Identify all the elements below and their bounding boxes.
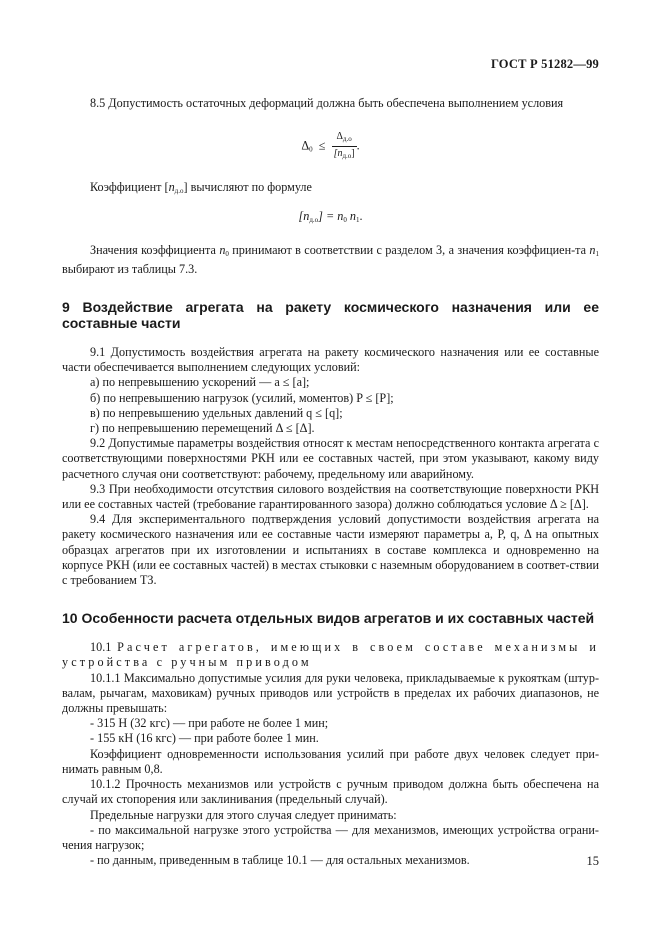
condition-item: б) по непревышению нагрузок (усилий, моментов) P ≤ [P]; [90, 390, 394, 405]
coef-values-s2: 1 [595, 249, 600, 258]
formula2-mid: n [346, 209, 356, 224]
limit-load-item: - по данным, приведенным в таблице 10.1 — для остальных механизмов. [90, 853, 470, 868]
paragraph-9-2: 9.2 Допустимые параметры воздействия относят к местам непосредственного контакта агрегата с соответствующими поверхностями РКН или ее составных частей, при этом указывают, какому виду расчетного случая они соответствуют: рабочему, предельному или аварийному. [62, 436, 599, 481]
page-number: 15 [586, 854, 599, 868]
force-limit-item: - 155 кН (16 кгс) — при работе более 1 мин. [90, 731, 319, 746]
condition-item: в) по непревышению удельных давлений q ≤ [q]; [90, 405, 343, 420]
coef-intro-pre: Коэффициент [ [90, 180, 169, 195]
section-10-heading: 10 Особенности расчета отдельных видов агрегатов и их составных частей [62, 610, 595, 627]
formula1-lhs: Δ [301, 138, 310, 153]
formula-residual-deformation: $\Delta_0$ ≤ $\frac{\Delta_{д.о}}{[n_{д.о}]}$ . [301, 131, 360, 161]
coef-values-t3: выбирают из таблицы 7.3. [62, 261, 198, 276]
limit-load-item: - по максимальной нагрузке этого устройства — для механизмов, имеющих устройства ограни-чения нагрузок; [62, 822, 599, 852]
coef-values-s1: 0 [225, 249, 229, 258]
formula1-den-right: ] [351, 148, 355, 160]
formula-coefficient [62, 209, 599, 228]
paragraph-10-1-title: Расчет агрегатов, имеющих в своем составе механизмы и устройства с ручным приводом [62, 640, 600, 670]
formula2-m1-sub: 0 [343, 216, 347, 225]
section-9-heading: 9 Воздействие агрегата на ракету космического назначения или ее составные части [62, 299, 599, 332]
paragraph-10-1-1: 10.1.1 Максимально допустимые усилия для руки человека, прикладываемые к рукояткам (штур-валам, рычагам, маховикам) ручных приводов или устройств в пределах их рабочих диапазонов, не должны превышать: [62, 670, 599, 716]
formula2-lhs-sub: д.о [309, 216, 319, 225]
formula2-lhs-left: [n [298, 209, 310, 224]
coefficient-values [62, 243, 599, 277]
coef-values-v2: n [589, 242, 596, 257]
formula1-lhs-sub: 0 [309, 145, 313, 154]
paragraph-9-1: 9.1 Допустимость воздействия агрегата на ракету космического назначения или ее составные части обеспечивается выполнением следующих условий: [62, 345, 599, 375]
paragraph-10-1-2: 10.1.2 Прочность механизмов или устройств с ручным приводом должна быть обеспечена на случай их стопорения или заклинивания (предельный случай). [62, 777, 599, 807]
condition-item: а) по непревышению ускорений — a ≤ [a]; [90, 375, 310, 390]
condition-item: г) по непревышению перемещений Δ ≤ [Δ]. [90, 421, 315, 436]
paragraph-10-1-number: 10.1 [90, 640, 118, 655]
paragraph-9-3: 9.3 При необходимости отсутствия силового воздействия на соответствующие поверхности РКН или ее составных частей (требование гарантированного зазора) должно соблюдаться условие Δ ≥ [Δ]. [62, 481, 599, 512]
formula2-end: . [359, 209, 363, 224]
paragraph-8-5: 8.5 Допустимость остаточных деформаций должна быть обеспечена выполнением условия [90, 96, 564, 110]
page-header-standard: ГОСТ Р 51282—99 [490, 57, 599, 71]
coef-values-v1: n [219, 242, 226, 257]
simultaneity-coefficient: Коэффициент одновременности использования усилий при работе двух человек следует при-нимать равным 0,8. [62, 746, 599, 776]
document-body [62, 96, 599, 868]
coef-intro-post: ] вычисляют по формуле [183, 180, 312, 195]
coef-values-t2: принимают в соответствии с разделом 3, а значения коэффициен-та [228, 242, 590, 257]
formula1-num: Δ [336, 131, 343, 143]
paragraph-9-4: 9.4 Для экспериментального подтверждения условий допустимости воздействия агрегата на ракету космического назначения или ее составные части измеряют параметры a, P, q, Δ на опытных образцах агрегатов при их изготовлении и испытаниях в составе комплекса и одновременно на корпусе РКН (или ее составных частей) в местах стыковки с наземным оборудованием в соответ-ствии с требованием ТЗ. [62, 512, 599, 588]
formula2-m2-sub: 1 [355, 216, 360, 225]
formula1-num-sub: д.о [342, 135, 352, 144]
paragraph-10-1 [62, 640, 599, 670]
formula1-den-left: [n [333, 148, 343, 160]
limit-loads-intro: Предельные нагрузки для этого случая следует принимать: [90, 807, 397, 822]
coef-values-t1: Значения коэффициента [90, 242, 220, 257]
coef-intro-var: n [168, 180, 175, 195]
formula1-op: ≤ [318, 138, 326, 153]
coef-intro-sub: д.о [174, 187, 184, 196]
formula1-den-sub: д.о [342, 152, 352, 161]
formula1-fraction [332, 131, 357, 162]
formula2-lhs-right: ] = n [318, 209, 344, 224]
force-limit-item: - 315 Н (32 кгс) — при работе не более 1 мин; [90, 716, 329, 731]
coefficient-intro [62, 180, 599, 199]
